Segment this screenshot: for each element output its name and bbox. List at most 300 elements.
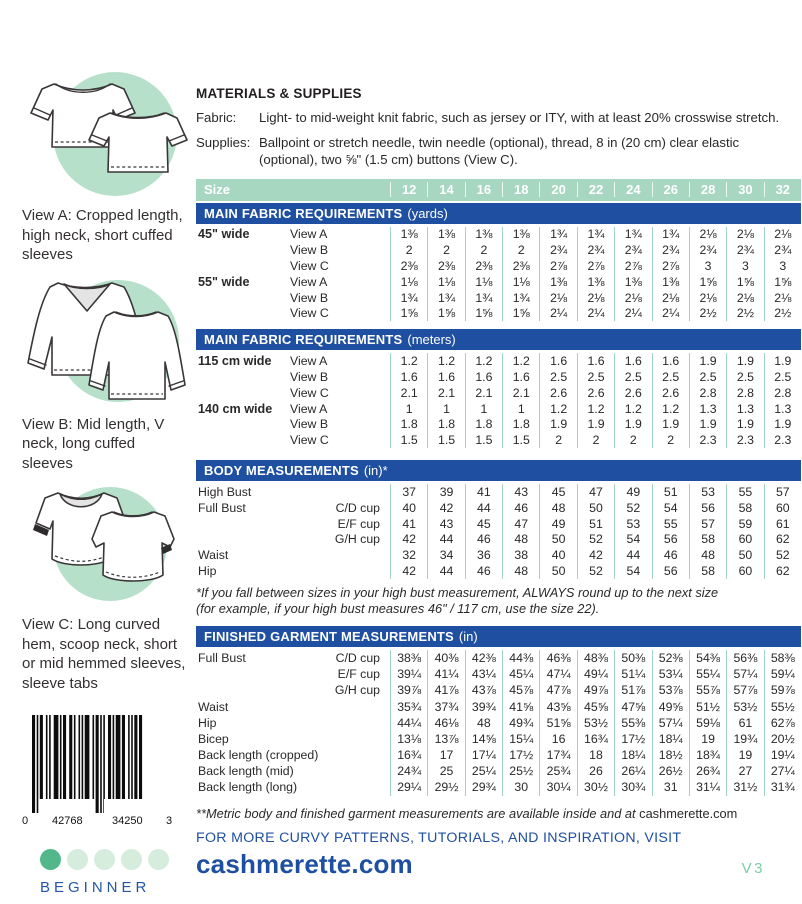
table-cell: 1.9	[726, 416, 763, 432]
table-cell: 26¼	[614, 763, 651, 779]
table-cell: 1¾	[539, 227, 576, 243]
finished-section-header	[196, 626, 801, 647]
table-cell: 40	[390, 500, 427, 516]
table-cell: 2.3	[689, 432, 726, 448]
table-cell: 25½	[502, 763, 539, 779]
table-cell: 1¾	[577, 227, 614, 243]
body-section-header	[196, 460, 801, 481]
table-cell: 18¼	[652, 731, 689, 747]
table-cell: 2⅛	[539, 290, 576, 306]
table-cell: 53¼	[652, 666, 689, 682]
size-column-26: 26	[652, 182, 689, 197]
table-cell: 58	[726, 500, 763, 516]
table-row	[196, 650, 801, 666]
table-cell: 17¼	[465, 747, 502, 763]
yards-table	[196, 224, 801, 322]
table-cell: 30¼	[539, 779, 576, 795]
difficulty-label: BEGINNER	[40, 879, 151, 896]
barcode-left-digit: 0	[22, 815, 29, 827]
table-cell: 52⅜	[652, 650, 689, 666]
table-row	[196, 763, 801, 779]
table-cell: 19¼	[764, 747, 801, 763]
table-cell: 2½	[726, 305, 763, 321]
table-cell: 2.5	[539, 369, 576, 385]
table-row	[196, 290, 801, 306]
table-cell: 53½	[726, 698, 763, 714]
table-cell: 1.6	[652, 353, 689, 369]
supplies-row	[196, 134, 801, 169]
table-cell: 42	[390, 531, 427, 547]
table-cell: 39¼	[390, 666, 427, 682]
table-cell: 50⅜	[614, 650, 651, 666]
table-cell: 1.9	[726, 353, 763, 369]
table-cell: 2	[652, 432, 689, 448]
table-cell: 2.1	[502, 385, 539, 401]
table-cell: 30	[502, 779, 539, 795]
table-cell: 19	[689, 731, 726, 747]
table-cell: 52	[577, 563, 614, 579]
table-cell: 2.5	[726, 369, 763, 385]
table-cell: 47⅝	[614, 698, 651, 714]
sizing-note-line2: (for example, if your high bust measures 46" / 117 cm, use the size 22).	[196, 601, 600, 617]
metric-note-text: **Metric body and finished garment measurements are available inside and at	[196, 805, 640, 821]
table-cell: 1.6	[390, 369, 427, 385]
table-row	[196, 666, 801, 682]
table-cell: 1.6	[539, 353, 576, 369]
table-cell: 1¾	[390, 290, 427, 306]
table-cell: 53	[614, 516, 651, 532]
difficulty-dot-empty	[67, 849, 88, 870]
table-cell: 48	[689, 547, 726, 563]
table-row	[196, 242, 801, 258]
table-cell: 2	[614, 432, 651, 448]
table-cell: 26	[577, 763, 614, 779]
barcode-group1: 42768	[52, 815, 83, 827]
table-row	[196, 258, 801, 274]
table-cell: 1.8	[465, 416, 502, 432]
table-cell: 31½	[726, 779, 763, 795]
table-row	[196, 432, 801, 448]
table-cell: 2.5	[764, 369, 801, 385]
table-cell: 30½	[577, 779, 614, 795]
finished-title: FINISHED GARMENT MEASUREMENTS	[204, 628, 454, 644]
table-cell: 52	[614, 500, 651, 516]
barcode-right-digit: 3	[166, 815, 173, 827]
table-row	[196, 715, 801, 731]
table-cell: 43¼	[465, 666, 502, 682]
size-column-28: 28	[689, 182, 726, 197]
table-cell: 50	[539, 563, 576, 579]
fabric-text: Light- to mid-weight knit fabric, such as jersey or ITY, with at least 20% crosswise stretch.	[259, 110, 780, 125]
table-cell: 2.6	[539, 385, 576, 401]
meters-table	[196, 350, 801, 448]
row-sublabel: View A	[290, 354, 328, 369]
table-cell: 2⅛	[689, 290, 726, 306]
body-title: BODY MEASUREMENTS	[204, 463, 359, 479]
table-cell: 49¼	[577, 666, 614, 682]
row-label: Hip	[198, 715, 217, 730]
table-cell: 1.9	[764, 416, 801, 432]
table-cell: 38⅜	[390, 650, 427, 666]
table-cell: 1¾	[502, 290, 539, 306]
table-cell: 42	[427, 500, 464, 516]
table-cell: 2½	[689, 305, 726, 321]
table-cell: 44⅜	[502, 650, 539, 666]
table-cell: 13⅛	[390, 731, 427, 747]
table-cell: 56⅜	[726, 650, 763, 666]
table-cell: 39⅞	[390, 682, 427, 698]
table-cell: 1⅜	[652, 274, 689, 290]
table-cell: 2.5	[689, 369, 726, 385]
table-cell: 1.3	[764, 401, 801, 417]
table-cell: 1⅝	[764, 274, 801, 290]
row-label: 55" wide	[198, 274, 250, 289]
row-sublabel: View A	[290, 274, 328, 289]
table-cell: 48⅜	[577, 650, 614, 666]
supplies-text: Ballpoint or stretch needle, twin needle (optional), thread, 8 in (20 cm) clear elastic (optional), two ⅝" (1.5 cm) buttons (View C).	[259, 134, 740, 167]
table-cell: 54	[614, 563, 651, 579]
table-cell: 44¼	[390, 715, 427, 731]
difficulty-dot-empty	[94, 849, 115, 870]
table-cell: 2⅜	[390, 258, 427, 274]
view-c-caption: View C: Long curved hem, scoop neck, short or mid hemmed sleeves, sleeve tabs	[22, 616, 186, 692]
table-cell: 1.6	[577, 353, 614, 369]
size-column-20: 20	[539, 182, 576, 197]
table-cell: 2.3	[726, 432, 763, 448]
table-cell: 26¾	[689, 763, 726, 779]
table-cell: 1.3	[689, 401, 726, 417]
table-cell: 2.8	[689, 385, 726, 401]
table-row	[196, 779, 801, 795]
table-cell: 2⅜	[502, 258, 539, 274]
table-cell: 44	[465, 500, 502, 516]
table-cell: 1.9	[689, 353, 726, 369]
table-cell: 39¾	[465, 698, 502, 714]
table-cell: 43⅞	[465, 682, 502, 698]
table-cell: 51½	[689, 698, 726, 714]
table-cell: 25	[427, 763, 464, 779]
size-column-14: 14	[427, 182, 464, 197]
table-cell: 47¼	[539, 666, 576, 682]
table-cell: 19	[726, 747, 763, 763]
table-cell: 58	[689, 531, 726, 547]
table-cell: 1.9	[577, 416, 614, 432]
body-unit: (in)*	[363, 463, 388, 479]
table-cell: 44	[427, 531, 464, 547]
table-cell: 15¼	[502, 731, 539, 747]
sizing-note-line1: *If you fall between sizes in your high bust measurement, ALWAYS round up to the next size	[196, 584, 719, 600]
materials-title: MATERIALS & SUPPLIES	[196, 86, 362, 101]
table-cell: 37¾	[427, 698, 464, 714]
table-cell: 54	[652, 500, 689, 516]
table-row	[196, 385, 801, 401]
row-label: 140 cm wide	[198, 401, 273, 416]
table-cell: 2⅛	[726, 290, 763, 306]
row-sublabel: E/F cup	[337, 516, 380, 531]
table-cell: 46	[465, 531, 502, 547]
table-cell: 1.9	[689, 416, 726, 432]
size-header-bar	[196, 179, 801, 201]
table-cell: 55⅜	[614, 715, 651, 731]
table-cell: 18¾	[689, 747, 726, 763]
table-row	[196, 747, 801, 763]
row-sublabel: View C	[290, 385, 329, 400]
table-row	[196, 531, 801, 547]
table-cell: 2⅞	[652, 258, 689, 274]
table-cell: 29½	[427, 779, 464, 795]
table-cell: 1.9	[614, 416, 651, 432]
table-cell: 31	[652, 779, 689, 795]
table-cell: 1.2	[465, 353, 502, 369]
table-cell: 47	[502, 516, 539, 532]
table-cell: 53	[689, 484, 726, 500]
table-cell: 18¼	[614, 747, 651, 763]
table-cell: 48	[539, 500, 576, 516]
table-cell: 17½	[502, 747, 539, 763]
table-cell: 42	[577, 547, 614, 563]
table-cell: 2.6	[577, 385, 614, 401]
table-cell: 40⅜	[427, 650, 464, 666]
table-cell: 1.6	[465, 369, 502, 385]
table-cell: 2.6	[614, 385, 651, 401]
table-cell: 1.6	[614, 353, 651, 369]
table-row	[196, 500, 801, 516]
table-cell: 32	[390, 547, 427, 563]
table-cell: 1⅜	[390, 227, 427, 243]
table-cell: 49⅞	[577, 682, 614, 698]
table-cell: 56	[689, 500, 726, 516]
yards-section-header	[196, 203, 801, 224]
table-cell: 34	[427, 547, 464, 563]
difficulty-dot-filled	[40, 849, 61, 870]
table-cell: 27	[726, 763, 763, 779]
view-c-illustration	[20, 481, 188, 611]
table-cell: 45⅞	[502, 682, 539, 698]
table-cell: 2¾	[577, 242, 614, 258]
view-b-illustration	[20, 273, 188, 411]
table-cell: 14⅝	[465, 731, 502, 747]
table-cell: 2⅞	[614, 258, 651, 274]
row-sublabel: E/F cup	[337, 667, 380, 682]
table-cell: 51	[577, 516, 614, 532]
table-cell: 1⅛	[502, 274, 539, 290]
table-cell: 45⅝	[577, 698, 614, 714]
table-cell: 2¾	[614, 242, 651, 258]
sizing-note	[196, 585, 801, 618]
table-cell: 2¾	[539, 242, 576, 258]
row-label: 115 cm wide	[198, 354, 272, 369]
table-cell: 55	[726, 484, 763, 500]
table-cell: 2¼	[539, 305, 576, 321]
table-cell: 1.9	[652, 416, 689, 432]
table-cell: 1⅝	[465, 305, 502, 321]
table-row	[196, 698, 801, 714]
row-label: Bicep	[198, 731, 229, 746]
table-cell: 1.6	[427, 369, 464, 385]
view-a-illustration	[20, 58, 188, 202]
table-cell: 1⅛	[427, 274, 464, 290]
table-cell: 1	[502, 401, 539, 417]
table-cell: 1¾	[427, 290, 464, 306]
table-cell: 47⅞	[539, 682, 576, 698]
row-label: Back length (long)	[198, 780, 298, 795]
table-cell: 2½	[764, 305, 801, 321]
row-sublabel: G/H cup	[334, 532, 380, 547]
table-cell: 50	[539, 531, 576, 547]
table-cell: 1.5	[390, 432, 427, 448]
table-cell: 46⅜	[539, 650, 576, 666]
table-cell: 50	[577, 500, 614, 516]
row-label: Back length (mid)	[198, 764, 294, 779]
size-column-16: 16	[465, 182, 502, 197]
table-cell: 51	[652, 484, 689, 500]
table-cell: 59	[726, 516, 763, 532]
table-cell: 1⅜	[465, 227, 502, 243]
row-sublabel: View B	[290, 369, 329, 384]
table-cell: 51⅝	[539, 715, 576, 731]
table-cell: 52	[577, 531, 614, 547]
table-cell: 2¼	[652, 305, 689, 321]
table-cell: 49¾	[502, 715, 539, 731]
table-cell: 41⅞	[427, 682, 464, 698]
table-cell: 1.2	[502, 353, 539, 369]
table-cell: 2¾	[652, 242, 689, 258]
view-b-caption: View B: Mid length, V neck, long cuffed sleeves	[22, 415, 165, 472]
table-cell: 45	[465, 516, 502, 532]
table-row	[196, 369, 801, 385]
row-sublabel: View B	[290, 243, 329, 258]
table-cell: 1⅜	[539, 274, 576, 290]
table-cell: 60	[726, 531, 763, 547]
table-cell: 57	[689, 516, 726, 532]
barcode-group2: 34250	[112, 815, 143, 827]
difficulty-dots	[40, 849, 188, 870]
table-cell: 1.5	[465, 432, 502, 448]
meters-title: MAIN FABRIC REQUIREMENTS	[204, 332, 403, 348]
table-cell: 1.9	[764, 353, 801, 369]
table-cell: 57	[764, 484, 801, 500]
table-cell: 58⅜	[764, 650, 801, 666]
table-cell: 45¼	[502, 666, 539, 682]
row-label: 45" wide	[198, 227, 250, 242]
row-sublabel: C/D cup	[335, 650, 380, 665]
table-cell: 1.5	[427, 432, 464, 448]
table-row	[196, 274, 801, 290]
table-cell: 50	[726, 547, 763, 563]
table-cell: 53⅞	[652, 682, 689, 698]
table-cell: 54⅜	[689, 650, 726, 666]
table-cell: 2⅛	[764, 227, 801, 243]
table-cell: 2.1	[465, 385, 502, 401]
table-cell: 18	[577, 747, 614, 763]
table-cell: 2⅛	[689, 227, 726, 243]
body-table	[196, 481, 801, 579]
table-cell: 25¼	[465, 763, 502, 779]
table-cell: 1.5	[502, 432, 539, 448]
table-cell: 1⅝	[689, 274, 726, 290]
table-cell: 2¼	[614, 305, 651, 321]
table-cell: 31¾	[764, 779, 801, 795]
view-a-caption: View A: Cropped length, high neck, short cuffed sleeves	[22, 207, 183, 263]
table-cell: 16¾	[577, 731, 614, 747]
table-cell: 2.1	[427, 385, 464, 401]
table-cell: 3	[689, 258, 726, 274]
row-sublabel: View C	[290, 258, 329, 273]
table-row	[196, 416, 801, 432]
size-column-18: 18	[502, 182, 539, 197]
table-cell: 41¼	[427, 666, 464, 682]
table-cell: 2	[465, 242, 502, 258]
row-sublabel: C/D cup	[335, 500, 380, 515]
table-cell: 51⅞	[614, 682, 651, 698]
table-cell: 31¼	[689, 779, 726, 795]
finished-unit: (in)	[458, 628, 478, 644]
fabric-label: Fabric:	[196, 110, 237, 125]
table-cell: 1.6	[502, 369, 539, 385]
table-cell: 16¾	[390, 747, 427, 763]
table-cell: 49	[539, 516, 576, 532]
row-sublabel: View A	[290, 227, 328, 242]
table-cell: 56	[652, 563, 689, 579]
website-url: cashmerette.com	[196, 848, 413, 879]
table-cell: 46	[465, 563, 502, 579]
barcode	[22, 715, 174, 833]
table-cell: 2¾	[764, 242, 801, 258]
table-cell: 55¼	[689, 666, 726, 682]
table-cell: 41	[390, 516, 427, 532]
table-cell: 44	[427, 563, 464, 579]
table-cell: 52	[764, 547, 801, 563]
table-cell: 20½	[764, 731, 801, 747]
table-cell: 18½	[652, 747, 689, 763]
row-label: Full Bust	[198, 500, 246, 515]
table-cell: 46⅛	[427, 715, 464, 731]
table-cell: 1.2	[539, 401, 576, 417]
row-label: Full Bust	[198, 650, 246, 665]
table-cell: 58	[689, 563, 726, 579]
table-cell: 16	[539, 731, 576, 747]
table-cell: 42	[390, 563, 427, 579]
table-row	[196, 353, 801, 369]
table-row	[196, 547, 801, 563]
table-cell: 54	[614, 531, 651, 547]
table-cell: 61	[764, 516, 801, 532]
table-cell: 37	[390, 484, 427, 500]
table-cell: 55	[652, 516, 689, 532]
table-cell: 1⅜	[427, 227, 464, 243]
difficulty-dot-empty	[121, 849, 142, 870]
table-cell: 1⅜	[614, 274, 651, 290]
table-cell: 1.2	[614, 401, 651, 417]
table-cell: 2⅛	[614, 290, 651, 306]
table-cell: 41⅝	[502, 698, 539, 714]
metric-note	[196, 806, 801, 821]
table-cell: 2⅞	[577, 258, 614, 274]
row-sublabel: View C	[290, 306, 329, 321]
table-cell: 2	[390, 242, 427, 258]
table-cell: 47	[577, 484, 614, 500]
row-label: High Bust	[198, 484, 252, 499]
table-cell: 48	[465, 715, 502, 731]
row-sublabel: View B	[290, 417, 329, 432]
meters-section-header	[196, 329, 801, 350]
row-label: Back length (cropped)	[198, 748, 319, 763]
table-cell: 55⅞	[689, 682, 726, 698]
size-column-30: 30	[726, 182, 763, 197]
footer-cta: FOR MORE CURVY PATTERNS, TUTORIALS, AND INSPIRATION, VISIT	[196, 829, 682, 846]
table-cell: 2¼	[577, 305, 614, 321]
table-cell: 46	[652, 547, 689, 563]
